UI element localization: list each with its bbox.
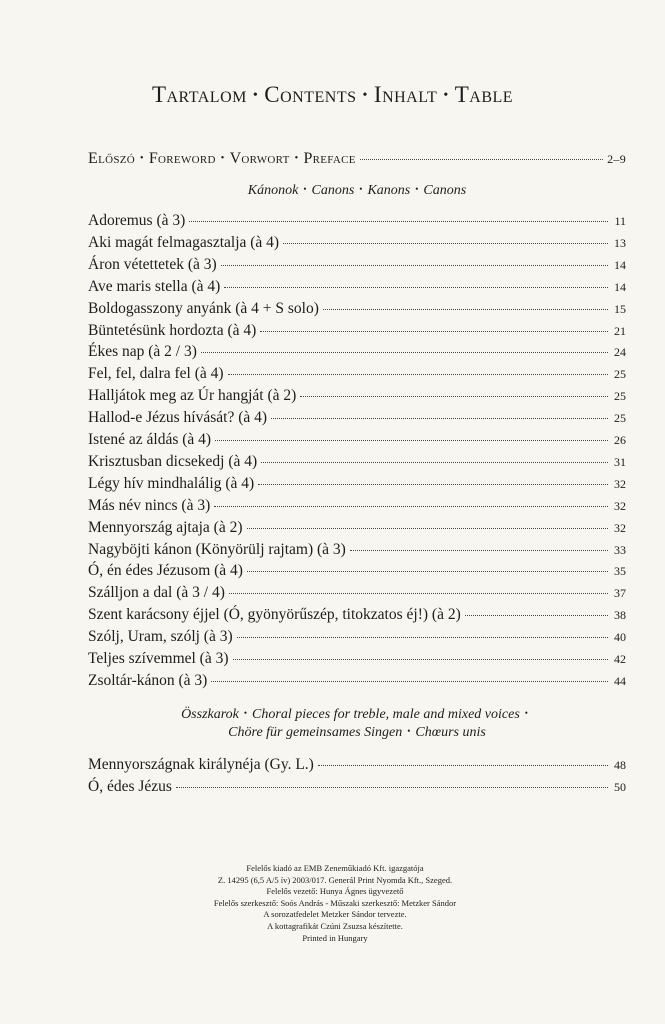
- toc-entry[interactable]: [88, 365, 626, 383]
- page-number: 11: [614, 214, 626, 228]
- choral-heading-line2: Chöre für gemeinsames Singen • Chœurs unis: [228, 725, 486, 740]
- canons-heading: Kánonok • Canons • Kanons • Canons: [247, 183, 467, 198]
- imprint-line: A kottagrafikát Czúni Zsuzsa készítette.: [267, 920, 403, 931]
- entry-title: Szent karácsony éjjel (Ó, gyönyörűszép, titokzatos éj!) (à 2): [88, 606, 461, 624]
- entry-title: Zsoltár-kánon (à 3): [88, 671, 208, 689]
- toc-entry[interactable]: [88, 606, 626, 624]
- imprint-line: Z. 14295 (6,5 A/5 ív) 2003/017. Generál Print Nyomda Kft., Szeged.: [217, 874, 453, 885]
- dot-leader: [271, 417, 608, 419]
- title-en: Contents: [264, 82, 357, 107]
- entry-title: Fel, fel, dalra fel (à 4): [88, 365, 224, 383]
- dot-leader: [258, 483, 608, 485]
- title-separator: •: [362, 88, 368, 103]
- entry-title: Büntetésünk hordozta (à 4): [88, 321, 257, 339]
- entry-title: Más név nincs (à 3): [88, 496, 211, 514]
- entry-title: Teljes szívemmel (à 3): [88, 650, 229, 667]
- entry-title: Nagyböjti kánon (Könyörülj rajtam) (à 3): [88, 540, 346, 558]
- toc-entry[interactable]: [88, 453, 626, 471]
- entry-title: Ó, én édes Jézusom (à 4): [88, 562, 243, 580]
- dot-leader: [260, 330, 608, 332]
- entry-title: Mennyország ajtaja (à 2): [88, 518, 243, 536]
- page-number: 21: [614, 323, 626, 338]
- toc-entry[interactable]: [88, 212, 626, 230]
- page-number: 38: [614, 608, 626, 623]
- dot-leader: [318, 764, 608, 766]
- dot-leader: [221, 264, 608, 266]
- page-number: 25: [614, 389, 626, 404]
- title-separator: •: [252, 88, 259, 103]
- dot-leader: [189, 220, 608, 222]
- page-title: [0, 82, 665, 108]
- entry-title: Ó, édes Jézus: [88, 778, 172, 795]
- dot-leader: [233, 658, 608, 660]
- dot-leader: [201, 351, 608, 353]
- toc-entry[interactable]: [88, 650, 626, 668]
- toc-entry[interactable]: [88, 409, 626, 427]
- page-number: 42: [614, 652, 626, 666]
- toc-entry[interactable]: [88, 475, 626, 493]
- imprint: [170, 863, 500, 944]
- dot-leader: [228, 373, 608, 375]
- toc-entry[interactable]: [88, 584, 626, 602]
- entry-title: Krisztusban dicsekedj (à 4): [88, 452, 258, 470]
- dot-leader: [214, 505, 608, 507]
- entry-title: Áron vétettetek (à 3): [88, 255, 217, 273]
- page-number: 44: [614, 673, 626, 688]
- page-number: 32: [614, 476, 626, 491]
- dot-leader: [229, 592, 608, 594]
- entry-title: Boldogasszony anyánk (à 4 + S solo): [88, 299, 319, 317]
- entry-title: Aki magát felmagasztalja (à 4): [88, 233, 280, 251]
- dot-leader: [211, 680, 608, 682]
- toc-entry[interactable]: [88, 628, 626, 646]
- toc-entry[interactable]: [88, 234, 626, 252]
- entry-title: Szólj, Uram, szólj (à 3): [88, 628, 233, 646]
- toc-entry[interactable]: [88, 672, 626, 690]
- page-number: 33: [614, 542, 626, 557]
- entry-title: Hallod-e Jézus hívását? (à 4): [88, 409, 268, 427]
- page-number: 14: [614, 257, 626, 272]
- page-number: 24: [614, 345, 626, 360]
- toc-entry[interactable]: [88, 431, 626, 449]
- dot-leader: [283, 242, 608, 244]
- page-number: 26: [614, 433, 626, 447]
- entry-title: Szálljon a dal (à 3 / 4): [88, 584, 225, 602]
- toc-entry[interactable]: [88, 387, 626, 405]
- dot-leader: [237, 636, 608, 638]
- dot-leader: [247, 570, 608, 572]
- toc-entry-preface[interactable]: [88, 150, 626, 168]
- entry-title: Ave maris stella (à 4): [88, 277, 221, 295]
- page-number: 50: [614, 780, 626, 794]
- page-number: 32: [614, 520, 626, 535]
- page-number: 14: [614, 279, 626, 294]
- page-number: 48: [614, 758, 626, 772]
- dot-leader: [261, 461, 608, 463]
- toc-entry[interactable]: [88, 778, 626, 796]
- toc-entry[interactable]: [88, 756, 626, 774]
- title-separator: •: [443, 88, 449, 103]
- imprint-line: Felelős vezető: Hunya Ágnes ügyvezető: [266, 886, 404, 897]
- imprint-line: Felelős szerkesztő: Soós András - Műszaki szerkesztő: Metzker Sándor: [213, 897, 457, 908]
- page-number: 32: [614, 498, 626, 513]
- dot-leader: [300, 395, 608, 397]
- choral-heading-line1: Összkarok • Choral pieces for treble, male and mixed voices •: [181, 707, 528, 722]
- title-fr: Table: [454, 82, 514, 107]
- toc-entry[interactable]: [88, 497, 626, 515]
- imprint-line: A sorozatfedelet Metzker Sándor tervezte.: [263, 909, 407, 920]
- entry-title: Mennyországnak királynéja (Gy. L.): [88, 756, 314, 773]
- dot-leader: [224, 286, 608, 288]
- dot-leader: [247, 527, 608, 529]
- entry-title: Istené az áldás (à 4): [88, 431, 212, 448]
- preface-label: Előszó • Foreword • Vorwort • Preface: [88, 150, 356, 167]
- page-number: 2–9: [607, 152, 626, 166]
- page-number: 15: [614, 301, 626, 316]
- imprint-line: Felelős kiadó az EMB Zeneműkiadó Kft. igazgatója: [246, 863, 424, 873]
- page-number: 35: [614, 564, 626, 579]
- dot-leader: [176, 786, 608, 788]
- toc-entry[interactable]: [88, 541, 626, 559]
- page-number: 31: [614, 454, 626, 469]
- toc-entry[interactable]: [88, 343, 626, 361]
- entry-title: Halljátok meg az Úr hangját (à 2): [88, 387, 297, 405]
- entry-title: Légy hív mindhalálig (à 4): [88, 474, 255, 492]
- toc-entry[interactable]: [88, 562, 626, 580]
- page-number: 40: [614, 630, 626, 645]
- toc-entry[interactable]: [88, 278, 626, 296]
- title-hu: Tartalom: [151, 82, 247, 107]
- entry-title: Ékes nap (à 2 / 3): [88, 343, 197, 361]
- imprint-line: Printed in Hungary: [302, 932, 368, 943]
- toc-entry[interactable]: [88, 519, 626, 537]
- page-number: 13: [614, 235, 626, 250]
- dot-leader: [350, 549, 608, 551]
- toc-entry[interactable]: [88, 256, 626, 274]
- toc-entry[interactable]: [88, 322, 626, 340]
- page-number: 25: [614, 367, 626, 382]
- entry-title: Adoremus (à 3): [88, 212, 186, 229]
- toc-entry[interactable]: [88, 300, 626, 318]
- title-de: Inhalt: [373, 82, 438, 107]
- page-number: 25: [614, 411, 626, 426]
- dot-leader: [323, 308, 608, 310]
- dot-leader: [215, 439, 608, 441]
- dot-leader: [465, 614, 608, 616]
- page-number: 37: [614, 586, 626, 601]
- dot-leader: [360, 158, 603, 160]
